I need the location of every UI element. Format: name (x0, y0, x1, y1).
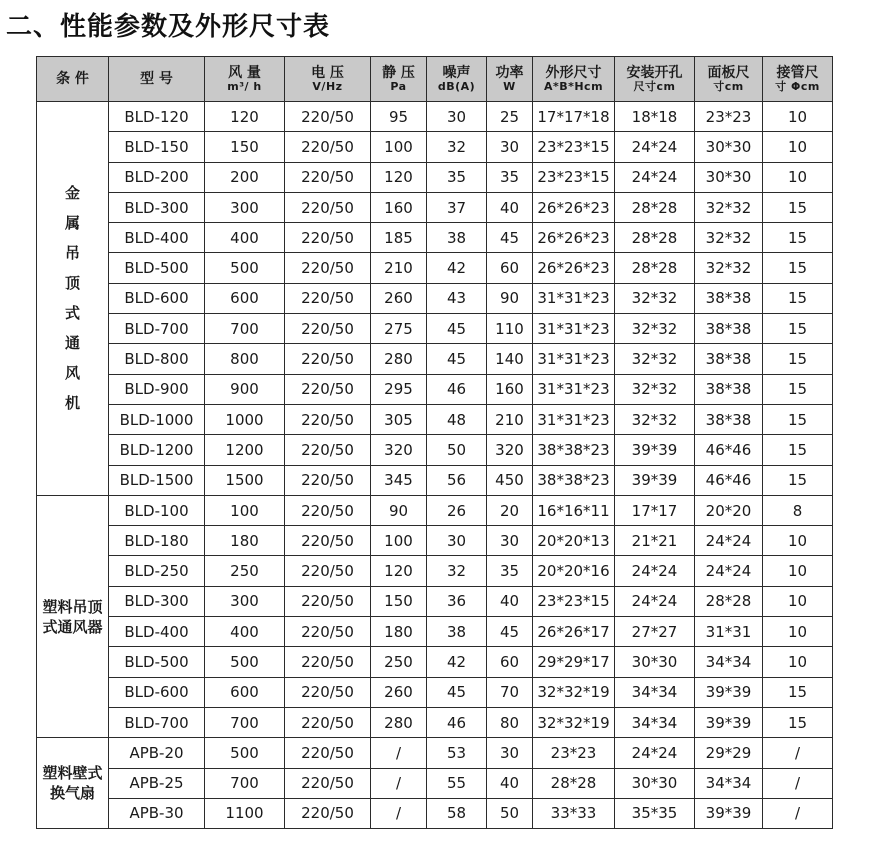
table-cell: 60 (487, 253, 533, 283)
table-cell: APB-30 (109, 798, 205, 828)
table-cell: 260 (371, 677, 427, 707)
table-cell: 30*30 (615, 647, 695, 677)
table-cell: 160 (487, 374, 533, 404)
table-cell: 58 (427, 798, 487, 828)
header-cell-power: 功率 W (487, 57, 533, 102)
table-cell: BLD-120 (109, 102, 205, 132)
table-cell: BLD-250 (109, 556, 205, 586)
table-cell: 34*34 (615, 707, 695, 737)
table-cell: 80 (487, 707, 533, 737)
table-row (37, 738, 833, 768)
table-cell: 600 (205, 677, 285, 707)
table-cell: 220/50 (285, 132, 371, 162)
table-cell: 140 (487, 344, 533, 374)
table-cell: 220/50 (285, 798, 371, 828)
table-row (37, 374, 833, 404)
table-cell: 31*31*23 (533, 283, 615, 313)
table-cell: 100 (205, 495, 285, 525)
table-row (37, 647, 833, 677)
table-cell: 24*24 (615, 132, 695, 162)
table-cell: 32*32 (615, 374, 695, 404)
table-cell: 200 (205, 162, 285, 192)
table-cell: 32*32 (615, 344, 695, 374)
table-cell: BLD-200 (109, 162, 205, 192)
table-cell: 400 (205, 617, 285, 647)
table-cell: 120 (371, 162, 427, 192)
table-cell: 300 (205, 586, 285, 616)
table-cell: / (371, 768, 427, 798)
table-cell: 300 (205, 192, 285, 222)
table-cell: 15 (763, 192, 833, 222)
table-cell: BLD-1000 (109, 404, 205, 434)
table-cell: / (763, 798, 833, 828)
table-row (37, 314, 833, 344)
category-cell (37, 738, 109, 829)
table-cell: 15 (763, 314, 833, 344)
table-cell: 220/50 (285, 465, 371, 495)
table-cell: 38*38 (695, 344, 763, 374)
table-cell: 46 (427, 707, 487, 737)
table-cell: 450 (487, 465, 533, 495)
table-cell: 16*16*11 (533, 495, 615, 525)
table-cell: 34*34 (695, 768, 763, 798)
header-cell-cutout-size: 安装开孔 尺寸cm (615, 57, 695, 102)
table-cell: 10 (763, 647, 833, 677)
table-cell: 29*29*17 (533, 647, 615, 677)
table-cell: 20*20*13 (533, 526, 615, 556)
table-cell: BLD-600 (109, 677, 205, 707)
table-cell: BLD-100 (109, 495, 205, 525)
table-row (37, 344, 833, 374)
table-cell: 38*38 (695, 374, 763, 404)
table-cell: 260 (371, 283, 427, 313)
spec-table (36, 56, 833, 829)
table-cell: BLD-500 (109, 647, 205, 677)
table-cell: 40 (487, 586, 533, 616)
table-cell: 220/50 (285, 102, 371, 132)
table-cell: 26*26*17 (533, 617, 615, 647)
table-row (37, 526, 833, 556)
table-cell: 250 (205, 556, 285, 586)
table-cell: 53 (427, 738, 487, 768)
table-cell: 10 (763, 102, 833, 132)
table-cell: 28*28 (615, 253, 695, 283)
table-cell: 35 (487, 556, 533, 586)
table-cell: 35 (487, 162, 533, 192)
table-cell: BLD-150 (109, 132, 205, 162)
table-cell: 220/50 (285, 223, 371, 253)
table-cell: 34*34 (615, 677, 695, 707)
table-cell: 220/50 (285, 707, 371, 737)
table-row (37, 162, 833, 192)
table-cell: 15 (763, 344, 833, 374)
table-cell: 15 (763, 283, 833, 313)
table-cell: 250 (371, 647, 427, 677)
table-cell: 320 (487, 435, 533, 465)
table-cell: 120 (205, 102, 285, 132)
header-cell-outer-size: 外形尺寸 A*B*Hcm (533, 57, 615, 102)
table-row (37, 404, 833, 434)
table-cell: 220/50 (285, 314, 371, 344)
table-row (37, 707, 833, 737)
table-cell: BLD-1500 (109, 465, 205, 495)
table-cell: 40 (487, 192, 533, 222)
table-cell: 38*38*23 (533, 435, 615, 465)
table-cell: 17*17*18 (533, 102, 615, 132)
category-label: 塑料吊顶式通风器 (42, 597, 103, 636)
table-cell: BLD-300 (109, 192, 205, 222)
table-cell: / (763, 768, 833, 798)
table-cell: BLD-400 (109, 617, 205, 647)
table-cell: 500 (205, 647, 285, 677)
table-cell: 220/50 (285, 617, 371, 647)
table-cell: 220/50 (285, 192, 371, 222)
table-cell: 32 (427, 132, 487, 162)
table-cell: 23*23 (695, 102, 763, 132)
table-row (37, 495, 833, 525)
table-cell: 10 (763, 586, 833, 616)
table-cell: 15 (763, 374, 833, 404)
table-cell: 31*31*23 (533, 314, 615, 344)
table-cell: 27*27 (615, 617, 695, 647)
table-cell: 15 (763, 707, 833, 737)
table-cell: 30 (427, 102, 487, 132)
table-cell: 220/50 (285, 344, 371, 374)
table-cell: 20 (487, 495, 533, 525)
table-cell: 24*24 (615, 586, 695, 616)
table-cell: BLD-400 (109, 223, 205, 253)
table-cell: 26*26*23 (533, 223, 615, 253)
table-cell: 32 (427, 556, 487, 586)
table-cell: 220/50 (285, 526, 371, 556)
table-cell: 35*35 (615, 798, 695, 828)
table-cell: 220/50 (285, 162, 371, 192)
table-cell: 8 (763, 495, 833, 525)
table-cell: 39*39 (615, 465, 695, 495)
table-cell: 38*38 (695, 283, 763, 313)
table-cell: 43 (427, 283, 487, 313)
table-cell: 28*28 (533, 768, 615, 798)
table-row (37, 768, 833, 798)
table-cell: 1100 (205, 798, 285, 828)
table-cell: 100 (371, 132, 427, 162)
table-cell: 39*39 (695, 707, 763, 737)
table-cell: 345 (371, 465, 427, 495)
table-cell: 100 (371, 526, 427, 556)
table-row (37, 617, 833, 647)
table-cell: 320 (371, 435, 427, 465)
table-cell: 32*32 (615, 283, 695, 313)
table-cell: 46*46 (695, 465, 763, 495)
table-cell: BLD-700 (109, 314, 205, 344)
table-cell: 280 (371, 707, 427, 737)
table-cell: 1000 (205, 404, 285, 434)
header-cell-model: 型 号 (109, 57, 205, 102)
table-cell: 32*32 (615, 314, 695, 344)
table-cell: 38 (427, 617, 487, 647)
table-cell: 30 (427, 526, 487, 556)
table-cell: 24*24 (615, 556, 695, 586)
table-cell: 26*26*23 (533, 192, 615, 222)
table-cell: 500 (205, 253, 285, 283)
table-cell: 48 (427, 404, 487, 434)
header-cell-condition: 条 件 (37, 57, 109, 102)
table-cell: 30 (487, 738, 533, 768)
table-cell: 31*31 (695, 617, 763, 647)
table-cell: 70 (487, 677, 533, 707)
table-row (37, 132, 833, 162)
table-cell: 220/50 (285, 435, 371, 465)
table-cell: 150 (205, 132, 285, 162)
table-cell: 1500 (205, 465, 285, 495)
table-row (37, 253, 833, 283)
table-cell: 24*24 (695, 526, 763, 556)
table-cell: BLD-700 (109, 707, 205, 737)
table-cell: 220/50 (285, 404, 371, 434)
table-cell: BLD-300 (109, 586, 205, 616)
category-label: 金属吊顶式通风机 (64, 184, 80, 413)
table-cell: 600 (205, 283, 285, 313)
table-cell: 36 (427, 586, 487, 616)
table-cell: BLD-1200 (109, 435, 205, 465)
table-cell: 23*23 (533, 738, 615, 768)
table-cell: 31*31*23 (533, 374, 615, 404)
table-cell: 15 (763, 465, 833, 495)
category-cell (37, 102, 109, 496)
table-row (37, 435, 833, 465)
table-cell: 10 (763, 526, 833, 556)
table-cell: 26 (427, 495, 487, 525)
table-cell: 185 (371, 223, 427, 253)
table-cell: 24*24 (695, 556, 763, 586)
table-cell: 50 (427, 435, 487, 465)
table-cell: 210 (371, 253, 427, 283)
category-label: 塑料壁式换气扇 (42, 764, 103, 803)
table-cell: 23*23*15 (533, 586, 615, 616)
table-cell: 23*23*15 (533, 162, 615, 192)
table-cell: 40 (487, 768, 533, 798)
table-cell: 28*28 (695, 586, 763, 616)
table-cell: 180 (205, 526, 285, 556)
table-cell: 220/50 (285, 253, 371, 283)
table-row (37, 223, 833, 253)
table-cell: 30*30 (615, 768, 695, 798)
table-cell: 15 (763, 404, 833, 434)
table-cell: 400 (205, 223, 285, 253)
table-row (37, 586, 833, 616)
table-cell: 38*38*23 (533, 465, 615, 495)
table-cell: 35 (427, 162, 487, 192)
table-cell: 15 (763, 435, 833, 465)
table-cell: 210 (487, 404, 533, 434)
table-cell: 26*26*23 (533, 253, 615, 283)
table-cell: 280 (371, 344, 427, 374)
table-cell: 30 (487, 132, 533, 162)
table-cell: 45 (427, 344, 487, 374)
table-cell: BLD-600 (109, 283, 205, 313)
table-cell: 31*31*23 (533, 344, 615, 374)
table-cell: 33*33 (533, 798, 615, 828)
header-cell-voltage: 电 压 V/Hz (285, 57, 371, 102)
table-cell: 46*46 (695, 435, 763, 465)
table-cell: 32*32*19 (533, 707, 615, 737)
table-cell: 15 (763, 223, 833, 253)
table-cell: 60 (487, 647, 533, 677)
header-cell-duct-size: 接管尺 寸 Φcm (763, 57, 833, 102)
table-cell: 45 (427, 314, 487, 344)
table-cell: 10 (763, 617, 833, 647)
table-cell: BLD-800 (109, 344, 205, 374)
table-cell: 23*23*15 (533, 132, 615, 162)
table-cell: 24*24 (615, 162, 695, 192)
table-cell: / (371, 798, 427, 828)
table-cell: 15 (763, 677, 833, 707)
table-row (37, 102, 833, 132)
header-cell-airflow: 风 量 m³/ h (205, 57, 285, 102)
table-cell: 17*17 (615, 495, 695, 525)
table-cell: 50 (487, 798, 533, 828)
table-cell: 30 (487, 526, 533, 556)
table-cell: BLD-180 (109, 526, 205, 556)
table-cell: 39*39 (695, 677, 763, 707)
table-cell: 220/50 (285, 374, 371, 404)
table-cell: 900 (205, 374, 285, 404)
table-cell: 10 (763, 132, 833, 162)
table-cell: 20*20 (695, 495, 763, 525)
table-cell: 28*28 (615, 192, 695, 222)
header-row (37, 57, 833, 102)
table-cell: 295 (371, 374, 427, 404)
table-cell: 220/50 (285, 586, 371, 616)
table-cell: 39*39 (615, 435, 695, 465)
table-cell: 39*39 (695, 798, 763, 828)
table-cell: 700 (205, 768, 285, 798)
page-title: 二、性能参数及外形尺寸表 (6, 12, 331, 42)
table-cell: 38*38 (695, 404, 763, 434)
table-cell: 120 (371, 556, 427, 586)
table-cell: 110 (487, 314, 533, 344)
table-cell: 10 (763, 556, 833, 586)
table-cell: 28*28 (615, 223, 695, 253)
table-cell: 46 (427, 374, 487, 404)
table-row (37, 192, 833, 222)
table-row (37, 677, 833, 707)
header-cell-static-pressure: 静 压 Pa (371, 57, 427, 102)
table-row (37, 283, 833, 313)
table-cell: 30*30 (695, 162, 763, 192)
table-cell: 180 (371, 617, 427, 647)
table-cell: 90 (371, 495, 427, 525)
table-cell: 1200 (205, 435, 285, 465)
table-cell: 220/50 (285, 647, 371, 677)
table-cell: APB-20 (109, 738, 205, 768)
category-cell (37, 495, 109, 737)
table-cell: 38*38 (695, 314, 763, 344)
table-cell: 31*31*23 (533, 404, 615, 434)
table-cell: 500 (205, 738, 285, 768)
table-cell: 45 (487, 223, 533, 253)
table-cell: 18*18 (615, 102, 695, 132)
table-cell: 55 (427, 768, 487, 798)
table-cell: 220/50 (285, 283, 371, 313)
table-cell: 160 (371, 192, 427, 222)
table-cell: 42 (427, 253, 487, 283)
table-cell: 34*34 (695, 647, 763, 677)
table-cell: 42 (427, 647, 487, 677)
table-cell: 800 (205, 344, 285, 374)
table-cell: 38 (427, 223, 487, 253)
table-cell: 24*24 (615, 738, 695, 768)
table-cell: 30*30 (695, 132, 763, 162)
table-cell: / (763, 738, 833, 768)
table-cell: 220/50 (285, 495, 371, 525)
table-cell: 700 (205, 707, 285, 737)
table-cell: 56 (427, 465, 487, 495)
table-cell: 95 (371, 102, 427, 132)
table-cell: 150 (371, 586, 427, 616)
table-cell: 10 (763, 162, 833, 192)
table-cell: 15 (763, 253, 833, 283)
table-cell: 45 (427, 677, 487, 707)
table-cell: BLD-900 (109, 374, 205, 404)
table-cell: 220/50 (285, 738, 371, 768)
table-cell: 32*32 (615, 404, 695, 434)
table-cell: 305 (371, 404, 427, 434)
table-row (37, 798, 833, 828)
table-cell: 32*32 (695, 192, 763, 222)
table-cell: 220/50 (285, 768, 371, 798)
table-cell: APB-25 (109, 768, 205, 798)
table-cell: 45 (487, 617, 533, 647)
table-cell: 90 (487, 283, 533, 313)
table-row (37, 556, 833, 586)
table-cell: 21*21 (615, 526, 695, 556)
table-cell: 700 (205, 314, 285, 344)
table-cell: 32*32 (695, 253, 763, 283)
table-cell: / (371, 738, 427, 768)
header-cell-panel-size: 面板尺 寸cm (695, 57, 763, 102)
table-cell: BLD-500 (109, 253, 205, 283)
table-cell: 37 (427, 192, 487, 222)
table-cell: 275 (371, 314, 427, 344)
table-row (37, 465, 833, 495)
table-cell: 29*29 (695, 738, 763, 768)
table-cell: 220/50 (285, 556, 371, 586)
table-cell: 25 (487, 102, 533, 132)
table-cell: 220/50 (285, 677, 371, 707)
header-cell-noise: 噪声 dB(A) (427, 57, 487, 102)
table-cell: 32*32*19 (533, 677, 615, 707)
table-cell: 20*20*16 (533, 556, 615, 586)
table-cell: 32*32 (695, 223, 763, 253)
